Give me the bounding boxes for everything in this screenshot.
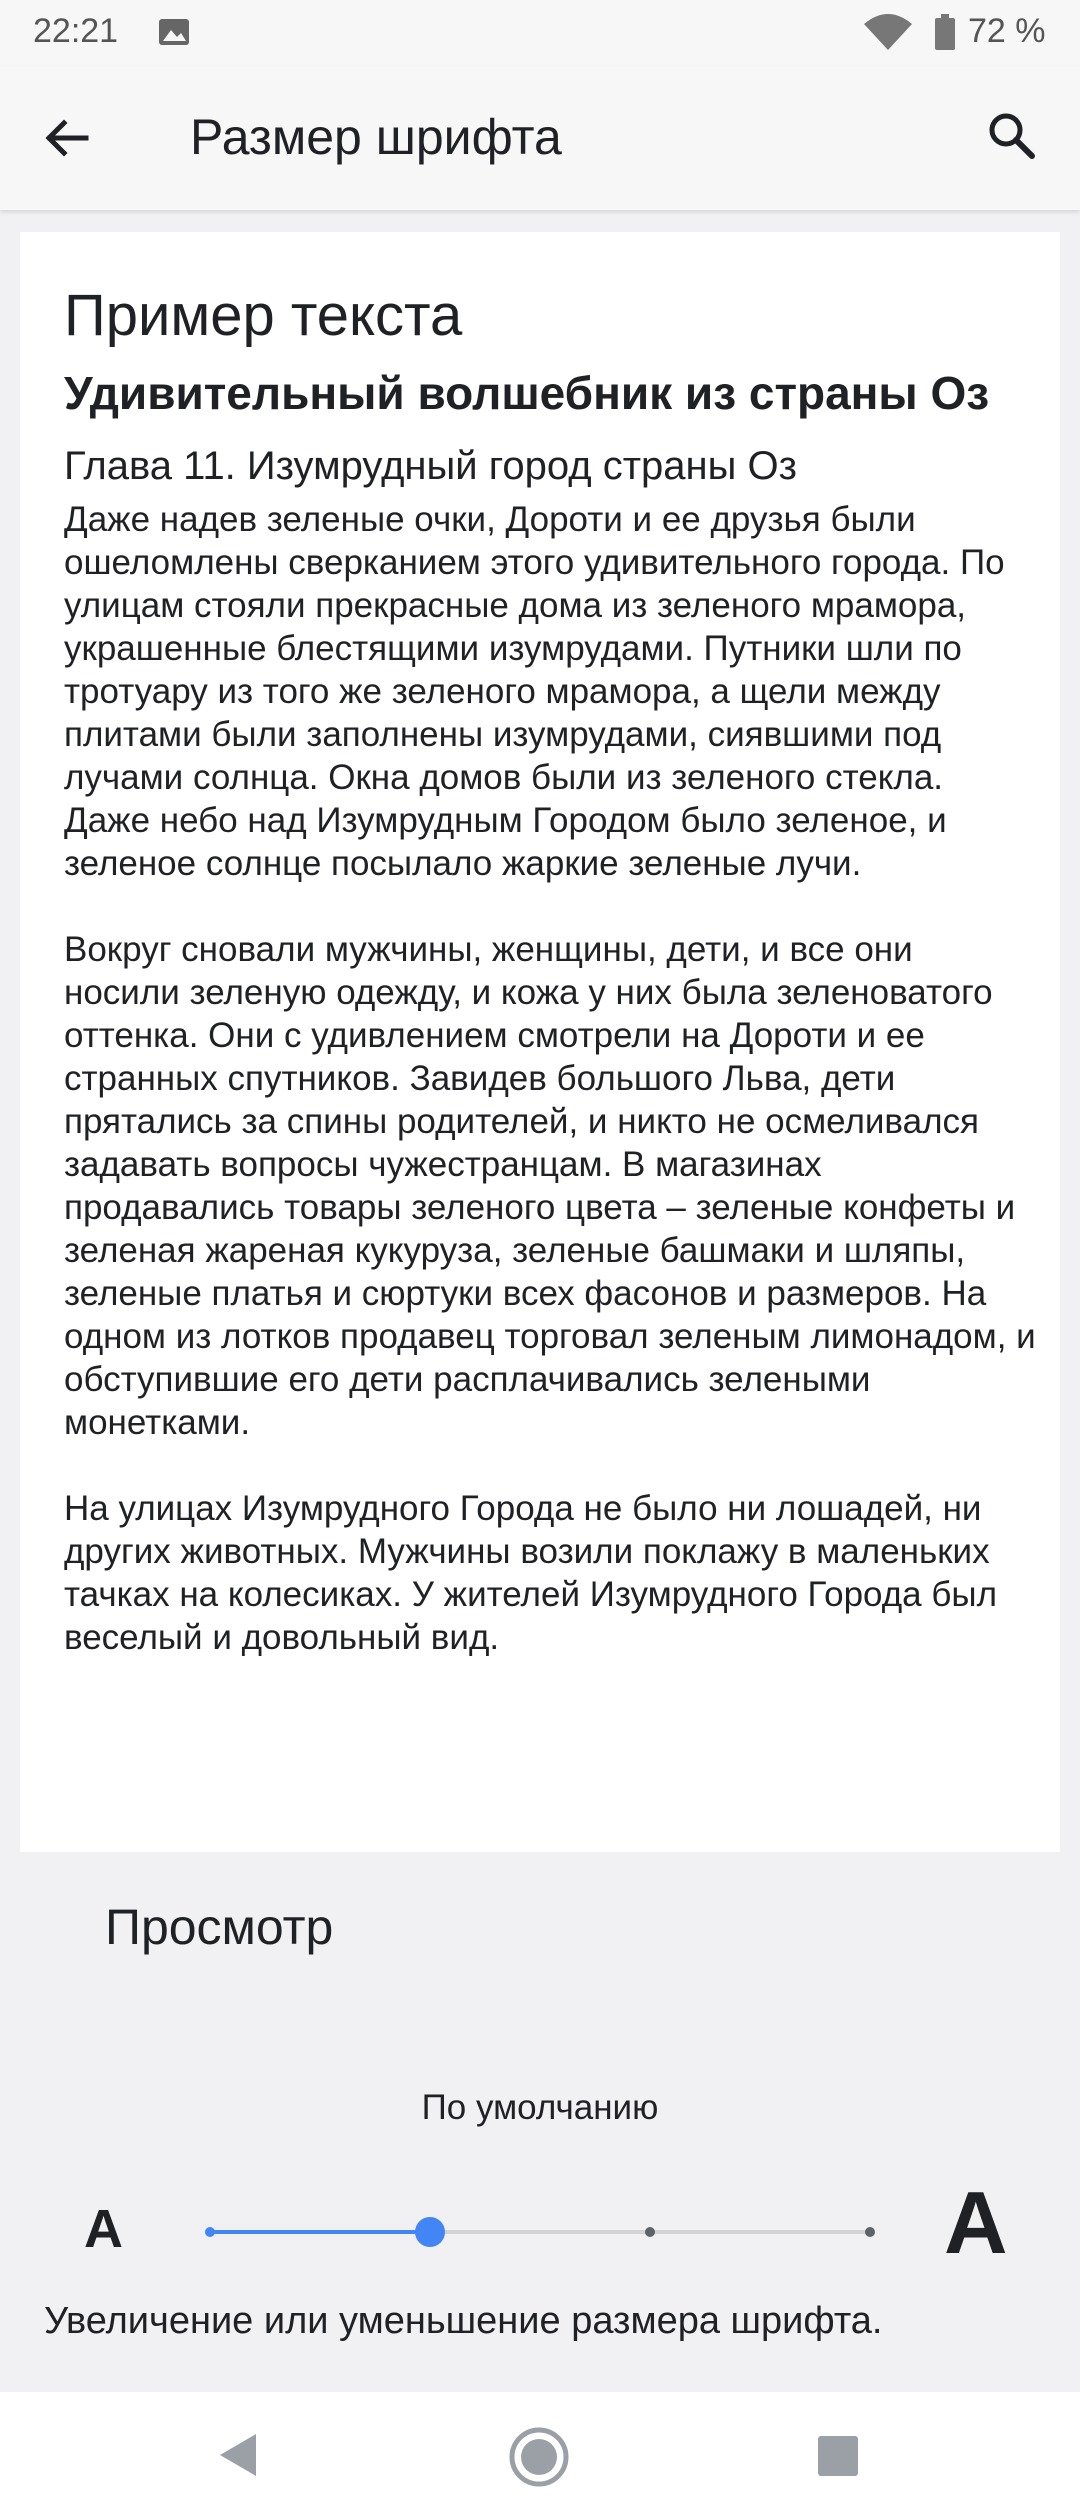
sample-paragraph: Вокруг сновали мужчины, женщины, дети, и все они носили зеленую одежду, и кожа у них была зеленоватого оттенка. Они с удивлением смотрели на Дороти и ее странных спутников. Завидев большого Льва, дети прятались за спины родителей, и никто не осмеливался задавать вопросы чужестранцам. В магазинах продавались товары зеленого цвета – зеленые конфеты и зеленая жареная кукуруза, зеленые башмаки и шляпы, зеленые платья и сюртуки всех фасонов и размеров. На одном из лотков продавец торговал зеленым лимонадом, и обступившие его дети расплачивались зелеными монетками. bbox=[64, 930, 1036, 1442]
page-title: Размер шрифта bbox=[190, 109, 562, 165]
wifi-icon bbox=[862, 12, 914, 52]
slider-tick[interactable] bbox=[645, 2227, 655, 2237]
slider-tick[interactable] bbox=[865, 2227, 875, 2237]
slider-thumb[interactable] bbox=[415, 2217, 445, 2247]
sample-paragraph: На улицах Изумрудного Города не было ни лошадей, ни других животных. Мужчины возили поклажу в маленьких тачках на колесиках. У жителей Изумрудного Города был веселый и довольный вид. bbox=[64, 1489, 997, 1657]
app-bar bbox=[0, 66, 1080, 210]
image-notification-icon bbox=[158, 18, 190, 46]
slider-tick[interactable] bbox=[205, 2227, 215, 2237]
sample-heading: Пример текста bbox=[64, 283, 463, 348]
square-recent-icon[interactable] bbox=[818, 2436, 858, 2476]
book-title: Удивительный волшебник из страны Оз bbox=[64, 367, 990, 419]
search-icon[interactable] bbox=[984, 108, 1040, 164]
battery-percent: 72 % bbox=[968, 12, 1046, 50]
battery-icon bbox=[935, 14, 955, 50]
navigation-bar bbox=[0, 2392, 1080, 2520]
slider-fill bbox=[210, 2230, 430, 2234]
preview-label: Просмотр bbox=[105, 1899, 334, 1955]
circle-home-icon[interactable] bbox=[508, 2426, 570, 2488]
status-bar bbox=[0, 0, 1080, 66]
chapter-title: Глава 11. Изумрудный город страны Оз bbox=[64, 444, 797, 488]
font-size-name: По умолчанию bbox=[421, 2088, 659, 2127]
arrow-back-icon[interactable] bbox=[38, 110, 94, 166]
font-size-slider[interactable] bbox=[210, 2214, 870, 2250]
small-font-icon[interactable]: A bbox=[84, 2199, 123, 2259]
large-font-icon[interactable]: A bbox=[944, 2173, 1008, 2272]
font-size-hint: Увеличение или уменьшение размера шрифта. bbox=[44, 2300, 883, 2342]
sample-text-card bbox=[20, 232, 1060, 1852]
status-time: 22:21 bbox=[33, 12, 119, 50]
sample-paragraph: Даже надев зеленые очки, Дороти и ее друзья были ошеломлены сверканием этого удивительного города. По улицам стояли прекрасные дома из зеленого мрамора, украшенные блестящими изумрудами. Путники шли по тротуару из того же зеленого мрамора, а щели между плитами были заполнены изумрудами, сиявшими под лучами солнца. Окна домов были из зеленого стекла. Даже небо над Изумрудным Городом было зеленое, и зеленое солнце посылало жаркие зеленые лучи. bbox=[64, 500, 1005, 883]
triangle-back-icon[interactable] bbox=[212, 2428, 266, 2482]
